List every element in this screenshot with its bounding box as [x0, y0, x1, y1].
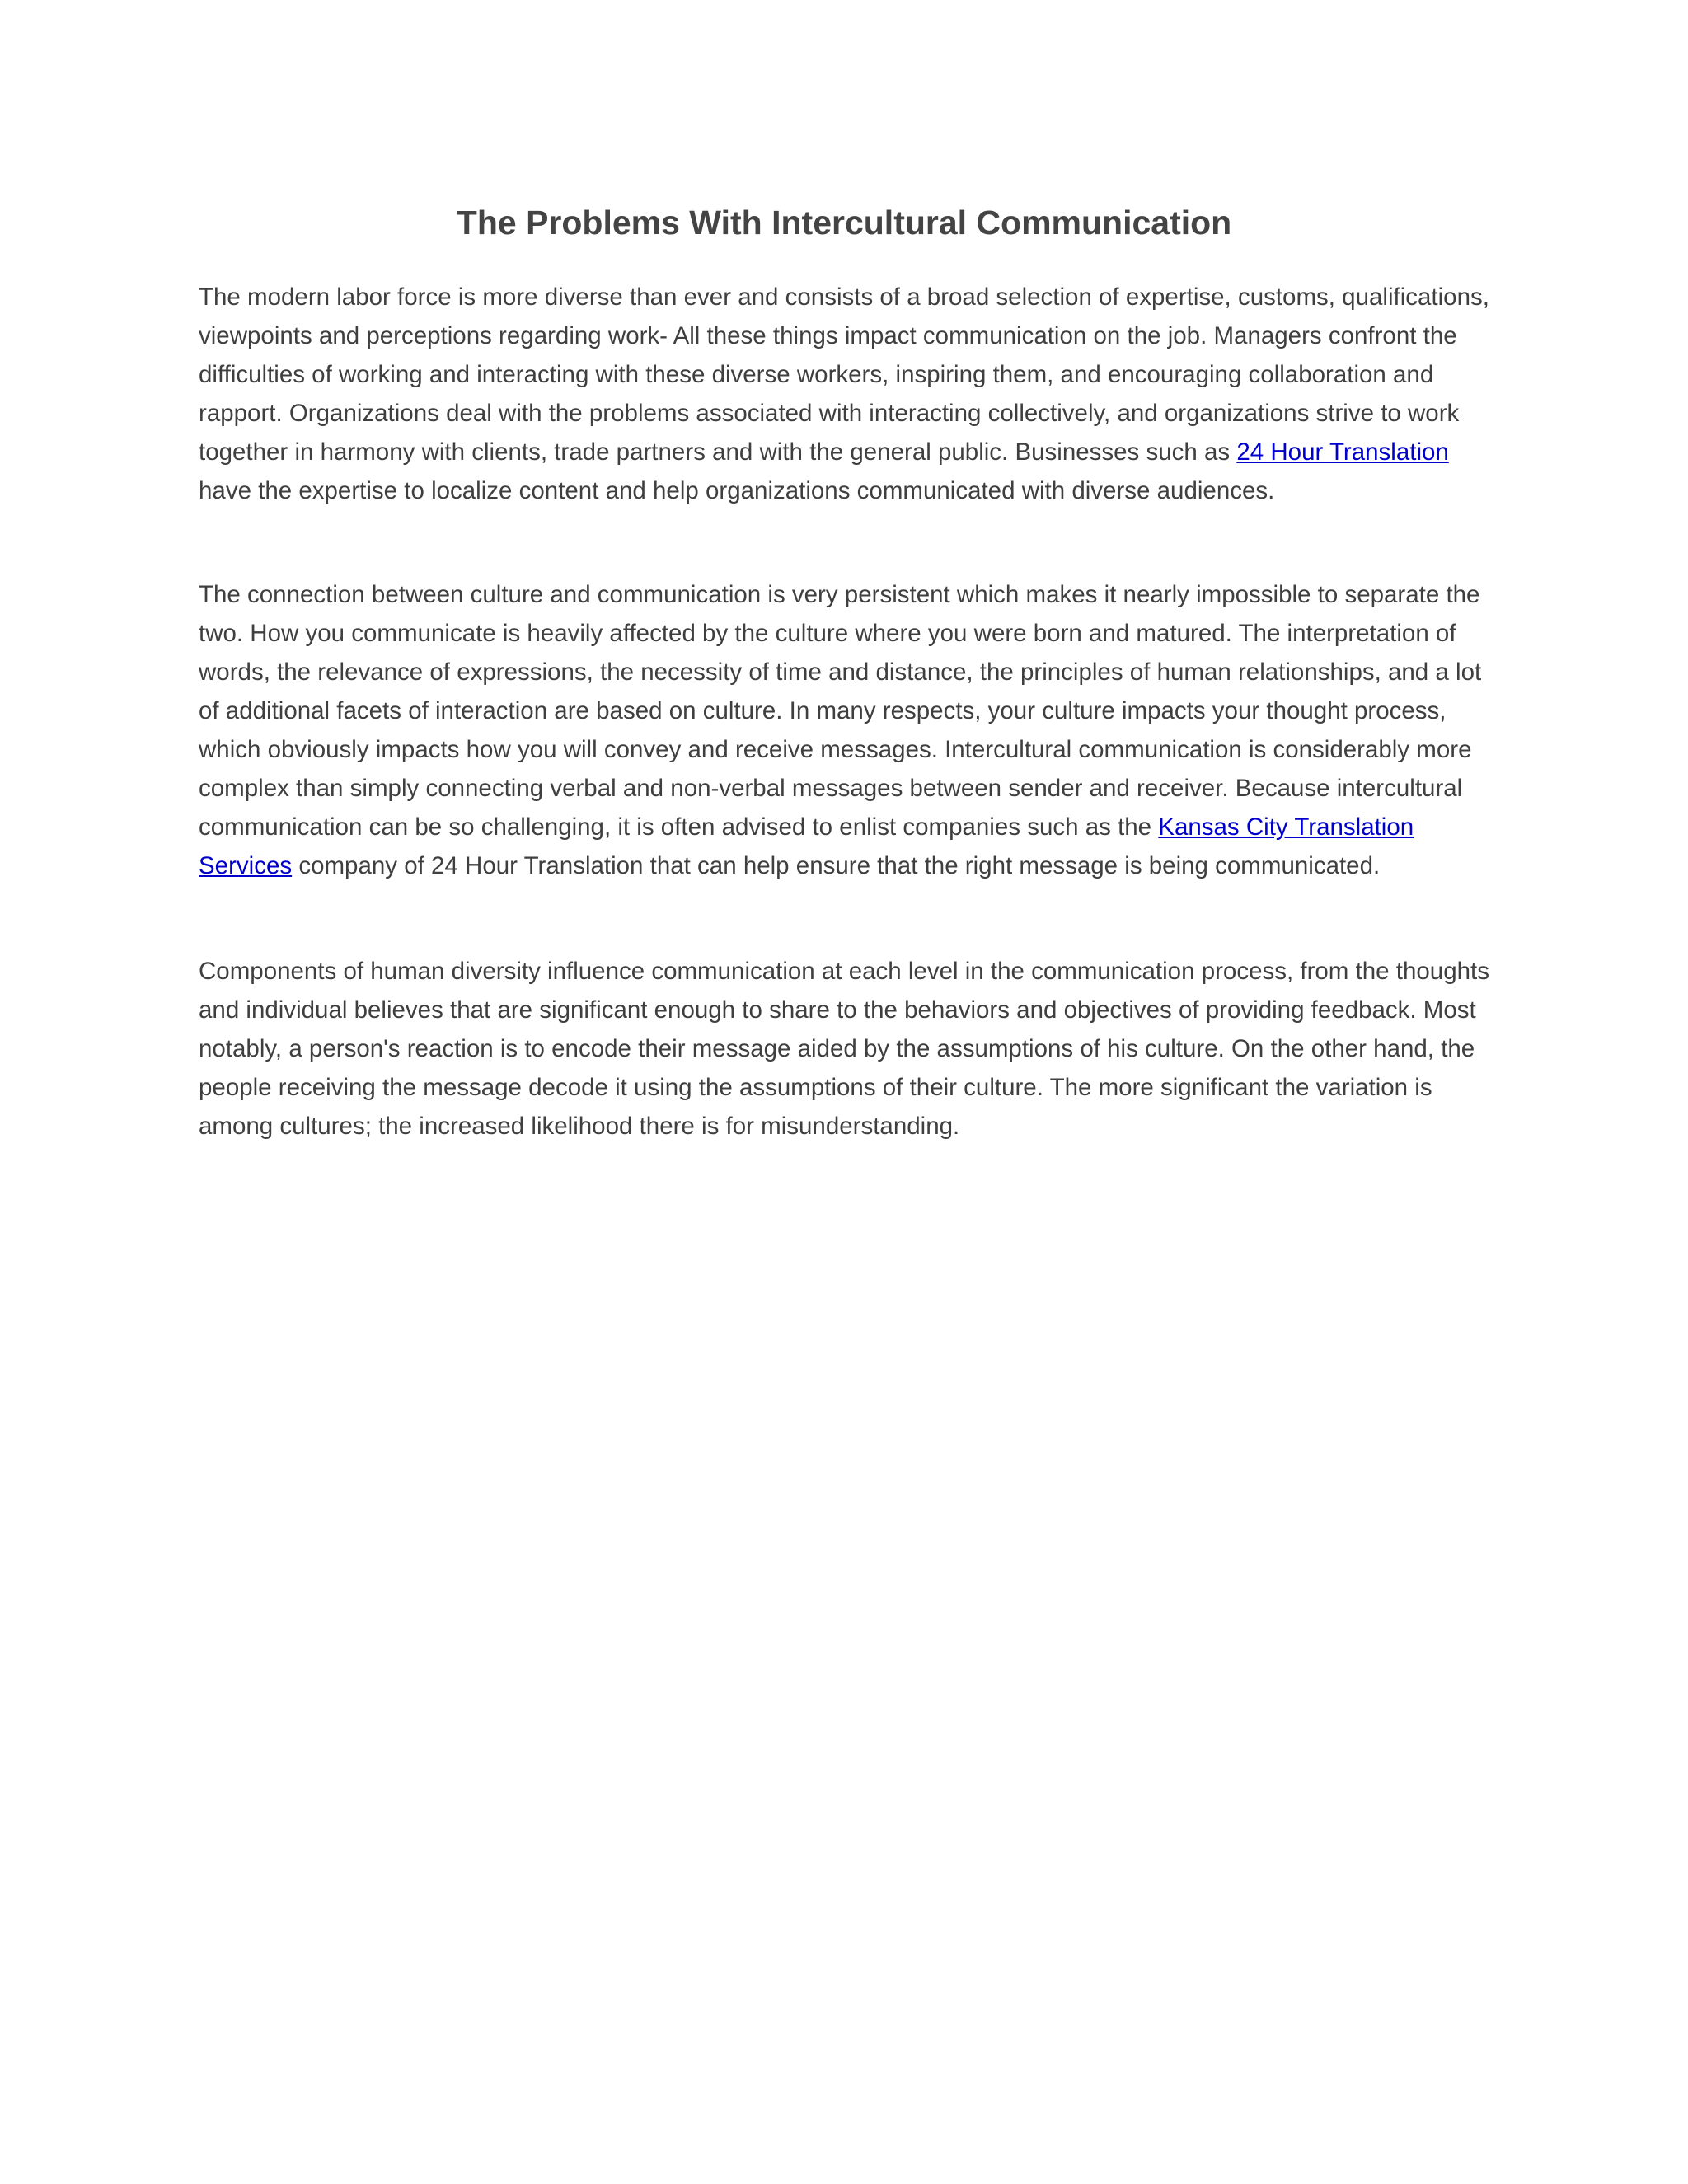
- paragraph-1-text-after: have the expertise to localize content and help organizations communicated with diverse audiences.: [199, 477, 1275, 504]
- paragraph-2-text-after: company of 24 Hour Translation that can help ensure that the right message is being communicated.: [292, 852, 1381, 879]
- link-24-hour-translation[interactable]: 24 Hour Translation: [1236, 438, 1449, 466]
- paragraph-2: [199, 575, 1493, 885]
- link-kansas-city-translation-services[interactable]: Kansas City Translation Services: [199, 813, 1414, 879]
- paragraph-1-text-before: The modern labor force is more diverse than ever and consists of a broad selection of expertise, customs, qualifications, viewpoints and perceptions regarding work- All these things impact communication on the job. Managers confront the difficulties of working and interacting with these diverse workers, inspiring them, and encouraging collaboration and rapport. Organizations deal with the problems associated with interacting collectively, and organizations strive to work together in harmony with clients, trade partners and with the general public. Businesses such as: [199, 284, 1489, 466]
- paragraph-2-text-before: The connection between culture and communication is very persistent which makes it nearly impossible to separate the two. How you communicate is heavily affected by the culture where you were born and matured. The interpretation of words, the relevance of expressions, the necessity of time and distance, the principles of human relationships, and a lot of additional facets of interaction are based on culture. In many respects, your culture impacts your thought process, which obviously impacts how you will convey and receive messages. Intercultural communication is considerably more complex than simply connecting verbal and non-verbal messages between sender and receiver. Because intercultural communication can be so challenging, it is often advised to enlist companies such as the: [199, 581, 1482, 841]
- paragraph-3: Components of human diversity influence communication at each level in the communication process, from the thoughts and individual believes that are significant enough to share to the behaviors and objectives of providing feedback. Most notably, a person's reaction is to encode their message aided by the assumptions of his culture. On the other hand, the people receiving the message decode it using the assumptions of their culture. The more significant the variation is among cultures; the increased likelihood there is for misunderstanding.: [199, 958, 1489, 1140]
- paragraph-1: [199, 278, 1493, 510]
- document-title: The Problems With Intercultural Communication: [456, 204, 1232, 241]
